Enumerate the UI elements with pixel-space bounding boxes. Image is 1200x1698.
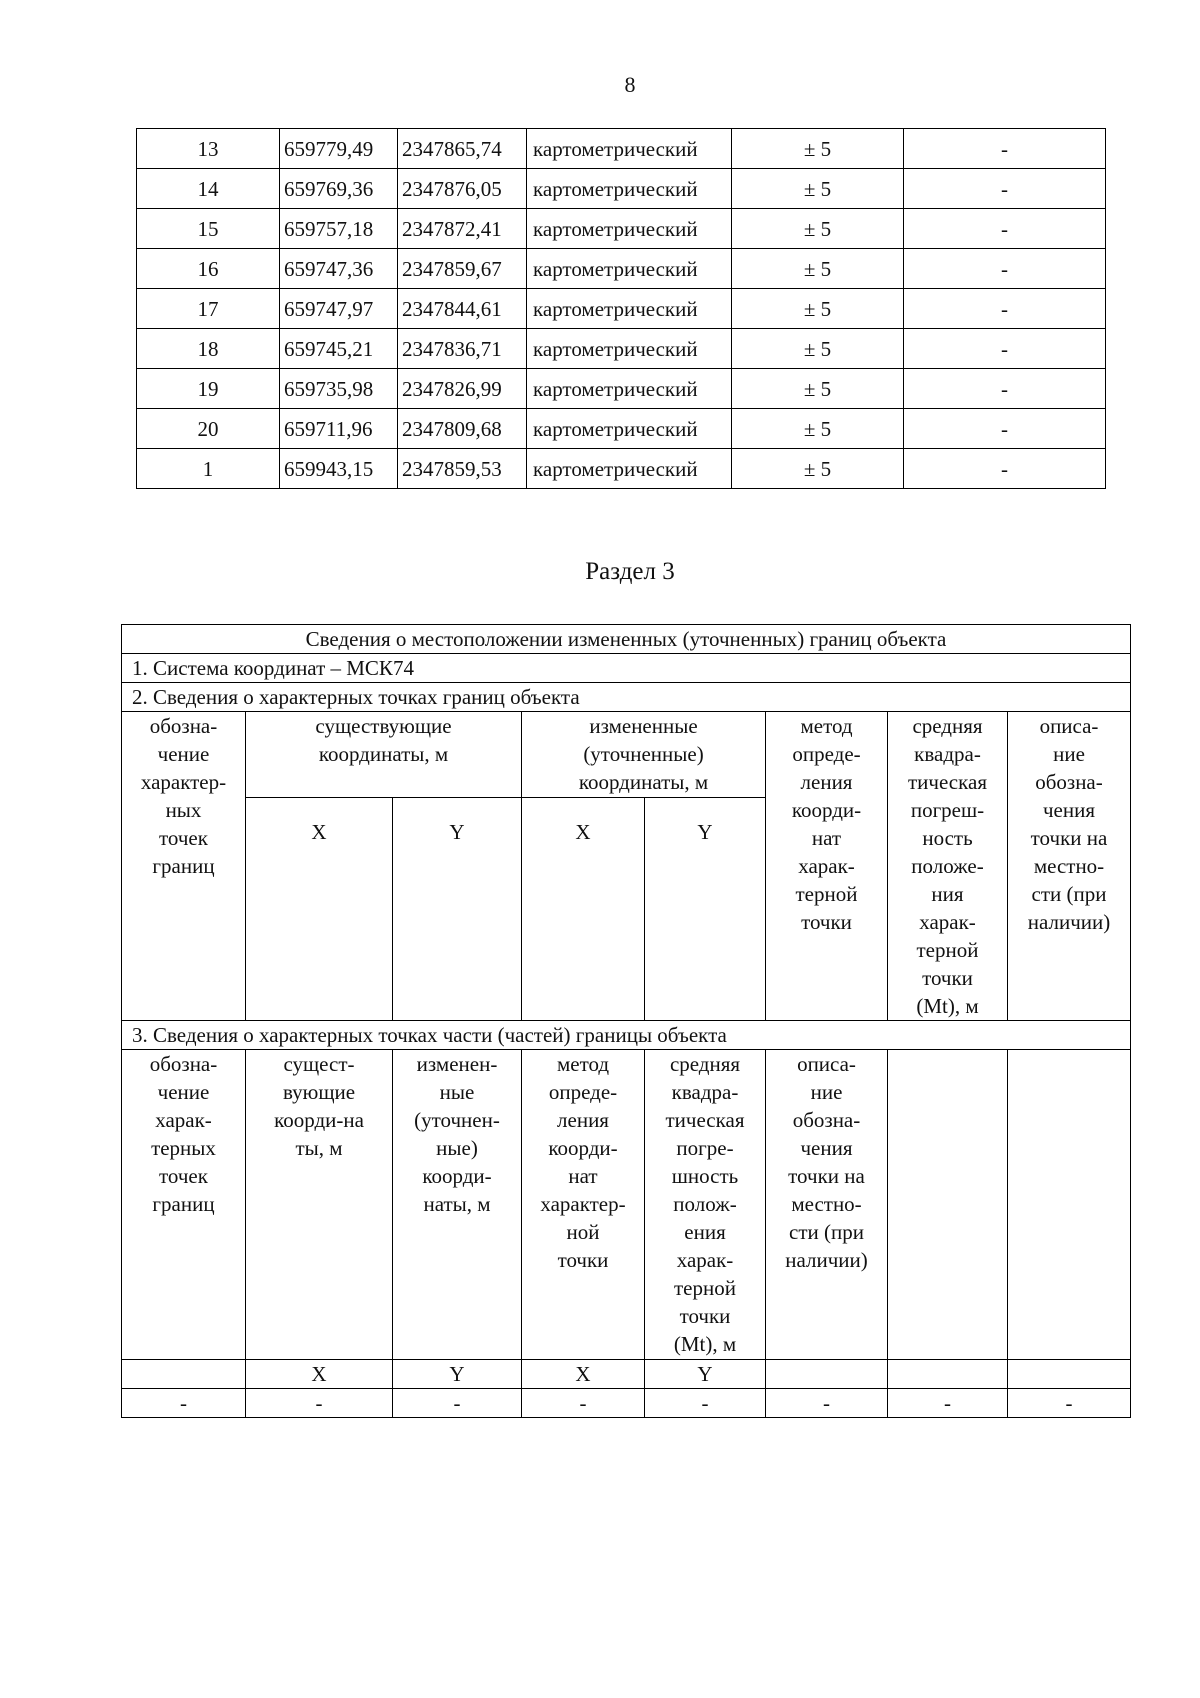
description-cell: - — [904, 169, 1106, 209]
part3-xy-empty — [122, 1360, 246, 1389]
part3-cell: - — [246, 1389, 393, 1418]
part3-heading: 3. Сведения о характерных точках части (частей) границы объекта — [122, 1021, 1131, 1050]
coord-y-cell: 2347826,99 — [398, 369, 527, 409]
method-cell: картометрический — [527, 369, 732, 409]
part2-existing-x: X — [246, 797, 393, 1020]
point-number-cell: 16 — [137, 249, 280, 289]
part3-cell: - — [888, 1389, 1008, 1418]
part2-col-changed: измененные (уточненные) координаты, м — [522, 712, 766, 798]
coord-y-cell: 2347865,74 — [398, 129, 527, 169]
method-cell: картометрический — [527, 129, 732, 169]
part3-cell: - — [766, 1389, 888, 1418]
coord-y-cell: 2347809,68 — [398, 409, 527, 449]
coord-x-cell: 659943,15 — [280, 449, 398, 489]
error-cell: ± 5 — [732, 209, 904, 249]
coord-y-cell: 2347836,71 — [398, 329, 527, 369]
table-row — [137, 369, 1106, 409]
part3-xy-empty — [1008, 1360, 1131, 1389]
part2-heading: 2. Сведения о характерных точках границ объекта — [122, 683, 1131, 712]
part2-col-description: описа- ние обозна- чения точки на местно- сти (при наличии) — [1008, 712, 1131, 1021]
description-cell: - — [904, 249, 1106, 289]
coordinates-table-continuation — [136, 128, 1106, 489]
part3-col-existing: сущест- вующие коорди-на ты, м — [246, 1050, 393, 1360]
coord-x-cell: 659779,49 — [280, 129, 398, 169]
point-number-cell: 17 — [137, 289, 280, 329]
coord-system: 1. Система координат – МСК74 — [122, 654, 1131, 683]
part3-data-row — [122, 1389, 1131, 1418]
part2-col-designation: обозна- чение характер- ных точек границ — [122, 712, 246, 1021]
part3-col-designation: обозна- чение харак- терных точек границ — [122, 1050, 246, 1360]
part3-existing-x: X — [246, 1360, 393, 1389]
coord-x-cell: 659747,97 — [280, 289, 398, 329]
error-cell: ± 5 — [732, 289, 904, 329]
part3-xy-empty — [766, 1360, 888, 1389]
coord-y-cell: 2347844,61 — [398, 289, 527, 329]
coord-y-cell: 2347872,41 — [398, 209, 527, 249]
coord-x-cell: 659735,98 — [280, 369, 398, 409]
part3-col-description: описа- ние обозна- чения точки на местно- сти (при наличии) — [766, 1050, 888, 1360]
method-cell: картометрический — [527, 209, 732, 249]
method-cell: картометрический — [527, 409, 732, 449]
section-3-table — [121, 624, 1131, 1418]
part2-heading-row — [122, 683, 1131, 712]
point-number-cell: 18 — [137, 329, 280, 369]
error-cell: ± 5 — [732, 409, 904, 449]
table-row — [137, 289, 1106, 329]
method-cell: картометрический — [527, 249, 732, 289]
part2-header-row — [122, 712, 1131, 798]
part3-changed-x: X — [522, 1360, 645, 1389]
error-cell: ± 5 — [732, 249, 904, 289]
coord-x-cell: 659711,96 — [280, 409, 398, 449]
point-number-cell: 13 — [137, 129, 280, 169]
table-title-row — [122, 625, 1131, 654]
error-cell: ± 5 — [732, 369, 904, 409]
error-cell: ± 5 — [732, 329, 904, 369]
table-row — [137, 169, 1106, 209]
part3-xy-row — [122, 1360, 1131, 1389]
part3-cell: - — [393, 1389, 522, 1418]
error-cell: ± 5 — [732, 169, 904, 209]
part2-existing-y: Y — [393, 797, 522, 1020]
section-title: Раздел 3 — [585, 558, 675, 585]
method-cell: картометрический — [527, 329, 732, 369]
coord-y-cell: 2347876,05 — [398, 169, 527, 209]
table-title: Сведения о местоположении измененных (уточненных) границ объекта — [122, 625, 1131, 654]
point-number-cell: 19 — [137, 369, 280, 409]
description-cell: - — [904, 409, 1106, 449]
description-cell: - — [904, 129, 1106, 169]
part3-cell: - — [522, 1389, 645, 1418]
part2-col-method: метод опреде- ления коорди- нат харак- терной точки — [766, 712, 888, 1021]
part3-cell: - — [122, 1389, 246, 1418]
point-number-cell: 15 — [137, 209, 280, 249]
part2-changed-y: Y — [645, 797, 766, 1020]
description-cell: - — [904, 329, 1106, 369]
coord-y-cell: 2347859,53 — [398, 449, 527, 489]
part3-col-changed: изменен- ные (уточнен- ные) коорди- наты, м — [393, 1050, 522, 1360]
table-row — [137, 329, 1106, 369]
part3-cell: - — [1008, 1389, 1131, 1418]
method-cell: картометрический — [527, 289, 732, 329]
part3-col-error: средняя квадра- тическая погре- шность полож- ения харак- терной точки (Mt), м — [645, 1050, 766, 1360]
method-cell: картометрический — [527, 169, 732, 209]
part3-empty-col — [1008, 1050, 1131, 1360]
part3-cell: - — [645, 1389, 766, 1418]
description-cell: - — [904, 209, 1106, 249]
table-row — [137, 249, 1106, 289]
part2-col-existing: существующие координаты, м — [246, 712, 522, 798]
table-row — [137, 409, 1106, 449]
part3-col-method: метод опреде- ления коорди- нат характер- ной точки — [522, 1050, 645, 1360]
table-row — [137, 129, 1106, 169]
coord-y-cell: 2347859,67 — [398, 249, 527, 289]
table-row — [137, 209, 1106, 249]
part3-xy-empty — [888, 1360, 1008, 1389]
coord-x-cell: 659747,36 — [280, 249, 398, 289]
part3-changed-y: Y — [645, 1360, 766, 1389]
description-cell: - — [904, 369, 1106, 409]
point-number-cell: 1 — [137, 449, 280, 489]
part2-changed-x: X — [522, 797, 645, 1020]
page-number: 8 — [624, 72, 636, 97]
coord-x-cell: 659769,36 — [280, 169, 398, 209]
method-cell: картометрический — [527, 449, 732, 489]
table-row — [137, 449, 1106, 489]
point-number-cell: 14 — [137, 169, 280, 209]
coord-x-cell: 659757,18 — [280, 209, 398, 249]
part3-empty-col — [888, 1050, 1008, 1360]
error-cell: ± 5 — [732, 449, 904, 489]
part3-heading-row — [122, 1021, 1131, 1050]
error-cell: ± 5 — [732, 129, 904, 169]
part3-existing-y: Y — [393, 1360, 522, 1389]
part2-col-error: средняя квадра- тическая погреш- ность положе- ния харак- терной точки (Mt), м — [888, 712, 1008, 1021]
coord-x-cell: 659745,21 — [280, 329, 398, 369]
point-number-cell: 20 — [137, 409, 280, 449]
description-cell: - — [904, 289, 1106, 329]
coord-system-row — [122, 654, 1131, 683]
part3-header-row — [122, 1050, 1131, 1360]
description-cell: - — [904, 449, 1106, 489]
